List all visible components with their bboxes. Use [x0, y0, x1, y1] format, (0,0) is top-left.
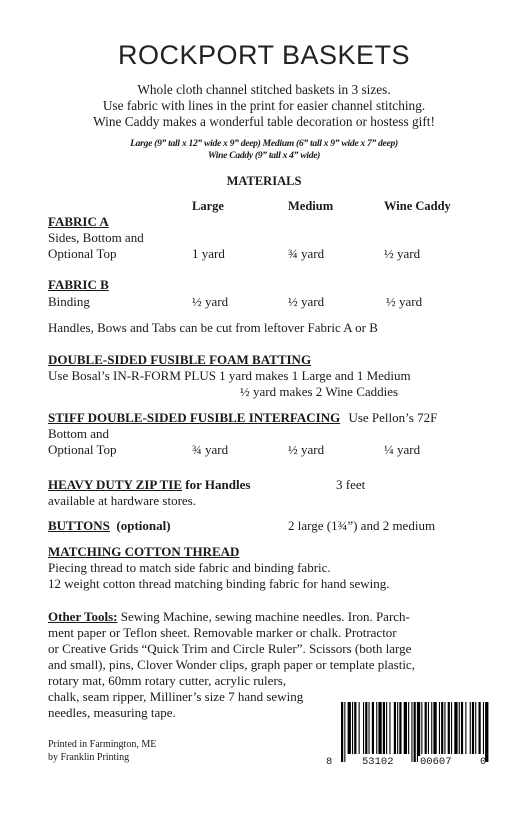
barcode-bar	[425, 702, 427, 754]
barcode-bar	[439, 702, 440, 754]
intro-line-1: Whole cloth channel stitched baskets in 3 sizes.	[137, 82, 391, 97]
barcode-right-digit: 0	[480, 756, 487, 768]
barcode-bar	[479, 702, 481, 754]
tools-line-4: and small), pins, Clover Wonder clips, graph paper or template plastic,	[48, 657, 415, 672]
barcode-bar	[352, 702, 353, 754]
barcode-bar	[448, 702, 450, 754]
barcode-bar	[404, 702, 407, 754]
foam-heading: DOUBLE-SIDED FUSIBLE FOAM BATTING	[48, 352, 312, 367]
barcode-bar	[389, 702, 390, 754]
buttons-heading: BUTTONS	[48, 518, 110, 533]
barcode-bar	[365, 702, 367, 754]
barcode-bar	[465, 702, 466, 754]
thread-line-1: Piecing thread to match side fabric and binding fabric.	[48, 560, 331, 575]
barcode-bar	[399, 702, 401, 754]
column-wine-caddy: Wine Caddy	[384, 199, 451, 213]
barcode-left-digit: 8	[326, 756, 333, 768]
page-title: ROCKPORT BASKETS	[117, 40, 411, 70]
barcode-bar	[485, 702, 488, 762]
footer-line-2: by Franklin Printing	[48, 752, 130, 763]
fabric-a-line-2: Optional Top	[48, 246, 117, 261]
fabric-a-line-1: Sides, Bottom and	[48, 230, 144, 245]
barcode-bar	[383, 702, 385, 754]
intro-line-3: Wine Caddy makes a wonderful table decoration or hostess gift!	[93, 114, 435, 129]
interfacing-row	[48, 410, 437, 426]
barcode-bar	[348, 702, 351, 754]
foam-line-2: ½ yard makes 2 Wine Caddies	[240, 384, 399, 399]
barcode-bar	[378, 702, 381, 754]
barcode-bar	[441, 702, 443, 754]
barcode-bar	[475, 702, 476, 754]
zip-heading: HEAVY DUTY ZIP TIE	[48, 477, 183, 492]
barcode-bar	[433, 702, 436, 754]
fabric-b-heading: FABRIC B	[48, 277, 109, 292]
barcode-bar	[363, 702, 364, 754]
fabric-a-large: 1 yard	[192, 246, 225, 261]
barcode-bar	[483, 702, 484, 754]
tools-line-5: rotary mat, 60mm rotary cutter, acrylic rulers,	[48, 673, 287, 688]
barcode-bar	[417, 702, 420, 762]
zip-line-2: available at hardware stores.	[48, 493, 196, 508]
column-medium: Medium	[288, 199, 334, 213]
barcode-bar	[372, 702, 374, 754]
sizes-line-1: Large (9” tall x 12” wide x 9” deep) Medium (6” tall x 9” wide x 7” deep)	[130, 138, 398, 149]
barcode-group-2: 00607	[420, 756, 452, 768]
barcode-bar	[397, 702, 398, 754]
barcode-bar	[451, 702, 452, 754]
thread-heading: MATCHING COTTON THREAD	[48, 544, 240, 559]
buttons-amount: 2 large (1¾”) and 2 medium	[288, 518, 436, 533]
barcode-bar	[359, 702, 360, 754]
barcode-bar	[408, 702, 409, 754]
handles-note: Handles, Bows and Tabs can be cut from leftover Fabric A or B	[48, 320, 378, 335]
fabric-b-medium: ½ yard	[288, 294, 325, 309]
tools-line-3: or Creative Grids “Quick Trim and Circle Ruler”. Scissors (both large	[48, 641, 412, 656]
barcode	[341, 702, 489, 762]
fabric-b-line-1: Binding	[48, 294, 90, 309]
barcode-bar	[341, 702, 343, 762]
intro-line-2: Use fabric with lines in the print for easier channel stitching.	[102, 98, 426, 113]
fabric-b-large: ½ yard	[192, 294, 229, 309]
interfacing-large: ¾ yard	[192, 442, 229, 457]
tools-line-7: needles, measuring tape.	[48, 705, 176, 720]
barcode-bar	[459, 702, 460, 754]
buttons-suffix: (optional)	[109, 518, 171, 533]
foam-line-1: Use Bosal’s IN-R-FORM PLUS 1 yard makes 1 Large and 1 Medium	[48, 368, 411, 383]
tools-line-1	[48, 609, 410, 625]
sizes-line-2: Wine Caddy (9” tall x 4” wide)	[207, 150, 321, 161]
zip-heading-suffix: for Handles	[182, 477, 251, 492]
fabric-a-medium: ¾ yard	[288, 246, 325, 261]
tools-line-6: chalk, seam ripper, Milliner’s size 7 hand sewing	[48, 689, 304, 704]
tools-heading: Other Tools:	[48, 609, 118, 624]
tools-text-1: Sewing Machine, sewing machine needles. Iron. Parch-	[117, 609, 410, 624]
barcode-bar	[386, 702, 387, 754]
buttons-row	[48, 518, 171, 534]
barcode-bar	[411, 702, 412, 762]
barcode-bar	[431, 702, 432, 754]
fabric-a-heading: FABRIC A	[48, 214, 109, 229]
fabric-a-wine: ½ yard	[384, 246, 421, 261]
barcode-bar	[376, 702, 377, 754]
barcode-bar	[472, 702, 474, 754]
zip-row	[48, 477, 250, 493]
zip-amount: 3 feet	[336, 477, 366, 492]
footer-line-1: Printed in Farmington, ME	[48, 739, 157, 750]
barcode-bar	[421, 702, 422, 754]
barcode-bar	[354, 702, 356, 754]
barcode-bar	[470, 702, 471, 754]
interfacing-wine: ¼ yard	[384, 442, 421, 457]
column-large: Large	[192, 199, 224, 213]
materials-heading: MATERIALS	[226, 174, 302, 188]
interfacing-medium: ½ yard	[288, 442, 325, 457]
barcode-bar	[369, 702, 370, 754]
barcode-bar	[394, 702, 396, 754]
barcode-bar	[428, 702, 429, 754]
barcode-group-1: 53102	[362, 756, 394, 768]
interfacing-line-2: Optional Top	[48, 442, 117, 457]
barcode-bar	[344, 702, 345, 762]
interfacing-note: Use Pellon’s 72F	[348, 410, 438, 425]
barcode-bar	[444, 702, 445, 754]
thread-line-2: 12 weight cotton thread matching binding fabric for hand sewing.	[48, 576, 390, 591]
interfacing-line-1: Bottom and	[48, 426, 110, 441]
interfacing-heading: STIFF DOUBLE-SIDED FUSIBLE INTERFACING	[48, 410, 341, 425]
barcode-bar	[461, 702, 463, 754]
tools-line-2: ment paper or Teflon sheet. Removable marker or chalk. Protractor	[48, 625, 397, 640]
fabric-b-wine: ½ yard	[386, 294, 423, 309]
barcode-bar	[414, 702, 416, 762]
barcode-bar	[454, 702, 457, 754]
